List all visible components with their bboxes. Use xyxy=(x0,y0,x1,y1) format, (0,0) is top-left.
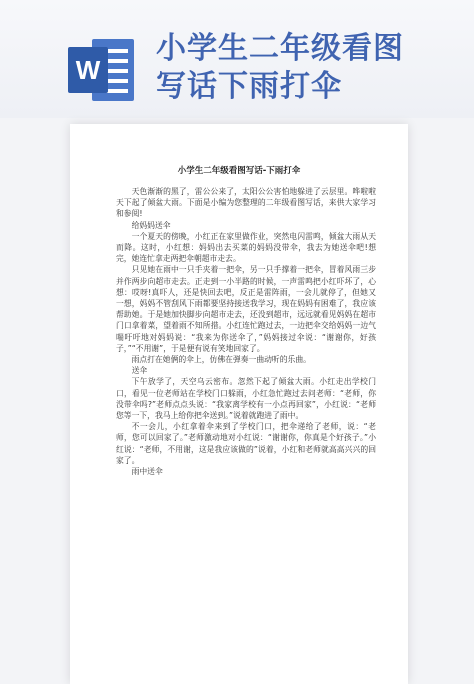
logo-letter: W xyxy=(75,55,101,85)
banner-title-line2: 写话下雨打伞 xyxy=(156,69,342,104)
section-heading: 送伞 xyxy=(131,366,148,376)
body-paragraph: 不一会儿，小红拿着伞来到了学校门口，把伞递给了老师，说：“老师，您可以回家了。”老师激动地对小红说：“谢谢你，你真是个好孩子。”小红说：“老师，不用谢，这是我应该做的”说着，小红和老师就高高兴兴的回家了。 xyxy=(116,422,376,465)
banner-header xyxy=(0,0,474,118)
section-heading: 雨中送伞 xyxy=(131,467,163,477)
body-paragraph: 雨点打在她俩的伞上，仿佛在弹奏一曲动听的乐曲。 xyxy=(131,355,311,365)
section-heading: 给妈妈送伞 xyxy=(131,220,171,230)
banner-title xyxy=(156,30,456,106)
body-paragraph: 下午放学了，天空乌云密布。忽然下起了倾盆大雨。小红走出学校门口，看见一位老师站在学校门口躲雨，小红急忙跑过去问老师：“老师，你没带伞吗?”老师点点头说：“我家离学校有一小点再回家”，小红说：“老师您等一下，我马上给你把伞送到。”说着就跑进了雨中。 xyxy=(116,377,376,421)
body-paragraph: 只见她在雨中一只手夹着一把伞，另一只手撑着一把伞，冒着风雨三步并作两步向超市走去。正走到一小半路的时候，一声雷鸣把小红吓坏了，心想：哎呀!真吓人，还是快回去吧，反正是雷阵雨，一会儿就停了，但她又一想，妈妈不管刮风下雨都要坚持接送我学习，现在妈妈有困难了，我应该帮助她。于是她加快脚步向超市走去，还没到超市，远远就看见妈妈在超市门口拿着菜，望着雨不知所措。小红连忙跑过去，一边把伞交给妈妈一边气喘吁吁地对妈妈说：“我来为你送伞了，”妈妈接过伞说：“谢谢你，好孩子，”“不用谢”，于是便有说有笑地回家了。 xyxy=(116,265,376,353)
body-paragraph: 一个夏天的傍晚，小红正在家里做作业，突然电闪雷鸣，倾盆大雨从天而降。这时，小红想：妈妈出去买菜的妈妈没带伞，我去为她送伞吧!想完，她连忙拿走两把伞朝超市走去。 xyxy=(116,231,376,264)
document-title: 小学生二年级看图写话-下雨打伞 xyxy=(177,166,301,176)
document-page xyxy=(70,124,408,684)
document-body xyxy=(116,186,376,477)
word-document-icon xyxy=(66,35,136,105)
banner-title-line1: 小学生二年级看图 xyxy=(156,31,404,66)
intro-paragraph: 天色渐渐的黑了，雷公公来了，太阳公公害怕地躲进了云层里。哗啦啦天下起了倾盆大雨。下面是小编为您整理的二年级看图写话，来供大家学习和参阅! xyxy=(116,187,376,219)
